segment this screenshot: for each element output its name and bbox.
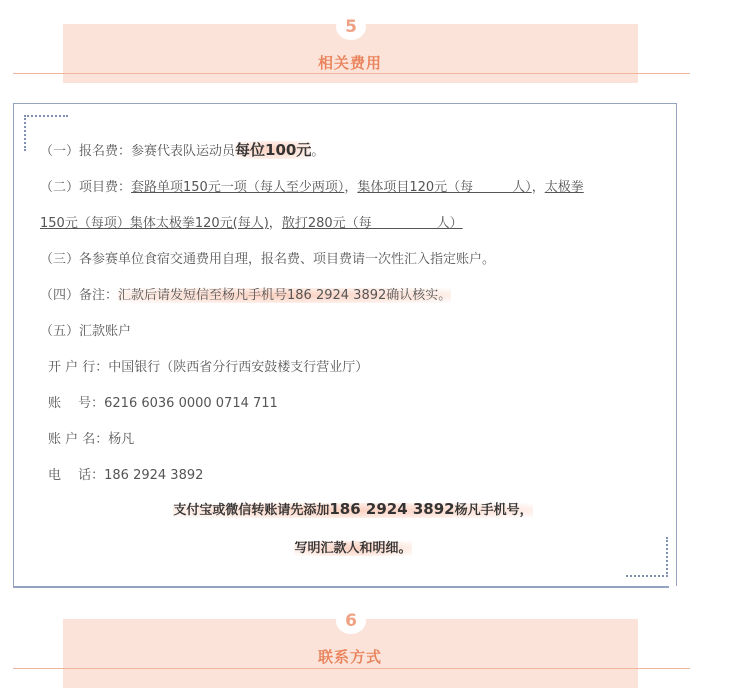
fee-registration: （一）报名费：参赛代表队运动员每位100元。 [40,141,325,159]
transfer-notice-line1: 支付宝或微信转账请先添加186 2924 3892杨凡手机号， [173,500,533,518]
fee-remark: （四）备注：汇款后请发短信至杨凡手机号186 2924 3892确认核实。 [40,288,452,303]
registration-amount: 每位100元 [235,141,312,159]
fee-account-heading: （五）汇款账户 [40,324,132,339]
transfer-notice-line2: 写明汇款人和明细。 [294,541,412,556]
section-divider [13,668,690,669]
fee-events-line1: （二）项目费：套路单项150元一项（每人至少两项），集体项目120元（每 人），太极拳 [40,180,584,195]
content-box-bottom-border [13,586,669,588]
fee-self-paid: （三）各参赛单位食宿交通费用自理，报名费、项目费请一次性汇入指定账户。 [40,252,496,267]
remark-highlight: 汇款后请发短信至杨凡手机号186 2924 3892确认核实。 [118,288,452,303]
bank-name: 开 户 行：中国银行（陕西省分行西安鼓楼支行营业厅） [48,360,369,375]
section-number: 6 [336,608,366,634]
section-number: 5 [336,14,366,40]
section-title: 联系方式 [317,648,382,666]
account-name: 账 户 名：杨凡 [48,432,135,447]
fee-events-line2: 150元（每项）集体太极拳120元(每人)，散打280元（每 人） [40,216,463,231]
section-title: 相关费用 [317,54,382,72]
account-number: 账 号：6216 6036 0000 0714 711 [48,396,278,411]
section-divider [13,73,690,74]
phone: 电 话：186 2924 3892 [48,468,204,483]
